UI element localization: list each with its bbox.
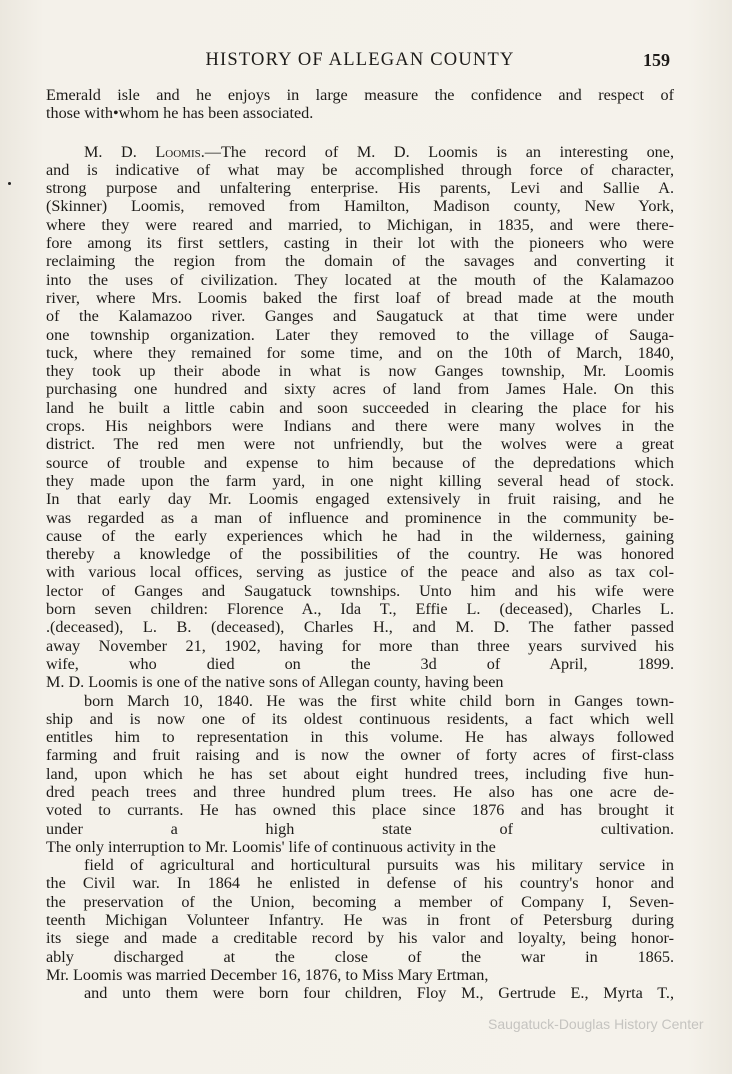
text-line: .(deceased), L. B. (deceased), Charles H., and M. D. The father passed — [46, 618, 674, 637]
scan-speck — [8, 182, 11, 185]
text-line: strong purpose and unfaltering enterprise. His parents, Levi and Sallie A. — [46, 179, 674, 198]
text-line-paragraph-start: field of agricultural and horticultural pursuits was his military service in — [84, 856, 674, 875]
text-line: crops. His neighbors were Indians and there were many wolves in the — [46, 417, 674, 436]
text-line: born seven children: Florence A., Ida T., Effie L. (deceased), Charles L. — [46, 600, 674, 619]
text-line: farming and fruit raising and is now the owner of forty acres of first-class — [46, 746, 674, 765]
text-line: M. D. Loomis is one of the native sons of Allegan county, having been — [46, 673, 504, 692]
text-line: district. The red men were not unfriendly, but the wolves were a great — [46, 435, 674, 454]
text-line-paragraph-start: and unto them were born four children, Floy M., Gertrude E., Myrta T., — [84, 984, 674, 1003]
text-line: where they were reared and married, to Michigan, in 1835, and were there- — [46, 215, 674, 234]
text-line: entitles him to representation in this volume. He has always followed — [46, 728, 674, 747]
text-line: teenth Michigan Volunteer Infantry. He was in front of Petersburg during — [46, 911, 674, 930]
text-line: one township organization. Later they removed to the village of Sauga- — [46, 325, 674, 344]
text-line: land he built a little cabin and soon succeeded in clearing the place for his — [46, 398, 674, 417]
text-line: The only interruption to Mr. Loomis' life of continuous activity in the — [46, 837, 496, 856]
text-line: and is indicative of what may be accomplished through force of character, — [46, 160, 674, 179]
text-line: fore among its first settlers, casting in their lot with the pioneers who were — [46, 234, 674, 253]
text-line: land, upon which he has set about eight hundred trees, including five hun- — [46, 764, 674, 783]
text-line: reclaiming the region from the domain of the savages and converting it — [46, 252, 674, 271]
text-line: river, where Mrs. Loomis baked the first loaf of bread made at the mouth — [46, 288, 674, 307]
text-line: (Skinner) Loomis, removed from Hamilton, Madison county, New York, — [46, 197, 674, 216]
body-text — [46, 86, 674, 1021]
text-line: those with•whom he has been associated. — [46, 104, 314, 123]
text-line: ship and is now one of its oldest continuous residents, a fact which well — [46, 709, 674, 728]
text-line: they made upon the farm yard, in one night killing several head of stock. — [46, 471, 674, 490]
text-line: voted to currants. He has owned this place since 1876 and has brought it — [46, 801, 674, 820]
watermark: Saugatuck-Douglas History Center — [488, 1016, 704, 1032]
text-line: wife, who died on the 3d of April, 1899. — [46, 654, 674, 673]
text-line: was regarded as a man of influence and prominence in the community be- — [46, 508, 674, 527]
section-name: M. D. Loomis. — [84, 142, 205, 161]
text-line-section-start: M. D. Loomis.—The record of M. D. Loomis is an interesting one, — [84, 142, 674, 161]
text-line: tuck, where they remained for some time, and on the 10th of March, 1840, — [46, 343, 674, 362]
text-line: purchasing one hundred and sixty acres of land from James Hale. On this — [46, 380, 674, 399]
text-line: lector of Ganges and Saugatuck townships. Unto him and his wife were — [46, 581, 674, 600]
text-line: In that early day Mr. Loomis engaged extensively in fruit raising, and he — [46, 490, 674, 509]
text-line: the preservation of the Union, becoming a member of Company I, Seven- — [46, 892, 674, 911]
running-head: HISTORY OF ALLEGAN COUNTY — [205, 50, 515, 70]
text-line: under a high state of cultivation. — [46, 819, 674, 838]
text-line-paragraph-start: born March 10, 1840. He was the first white child born in Ganges town- — [84, 691, 674, 710]
paragraph-gap — [46, 123, 674, 143]
text-line: away November 21, 1902, having for more than three years survived his — [46, 636, 674, 655]
text-line: ably discharged at the close of the war in 1865. — [46, 947, 674, 966]
page-number: 159 — [643, 50, 670, 70]
page-header — [46, 50, 674, 76]
text-line: dred peach trees and three hundred plum trees. He also has one acre de- — [46, 782, 674, 801]
text-line: into the uses of civilization. They located at the mouth of the Kalamazoo — [46, 270, 674, 289]
text-line: cause of the early experiences which he had in the wilderness, gaining — [46, 526, 674, 545]
text-line: thereby a knowledge of the possibilities of the country. He was honored — [46, 545, 674, 564]
text-line: of the Kalamazoo river. Ganges and Saugatuck at that time were under — [46, 307, 674, 326]
text-line: source of trouble and expense to him because of the depredations which — [46, 453, 674, 472]
text-line: Mr. Loomis was married December 16, 1876, to Miss Mary Ertman, — [46, 965, 489, 984]
text-line: they took up their abode in what is now Ganges township, Mr. Loomis — [46, 362, 674, 381]
text-line: its siege and made a creditable record by his valor and loyalty, being honor- — [46, 929, 674, 948]
text-line: Emerald isle and he enjoys in large measure the confidence and respect of — [46, 86, 674, 104]
text-line: with various local offices, serving as justice of the peace and also as tax col- — [46, 563, 674, 582]
text-line: the Civil war. In 1864 he enlisted in defense of his country's honor and — [46, 874, 674, 893]
